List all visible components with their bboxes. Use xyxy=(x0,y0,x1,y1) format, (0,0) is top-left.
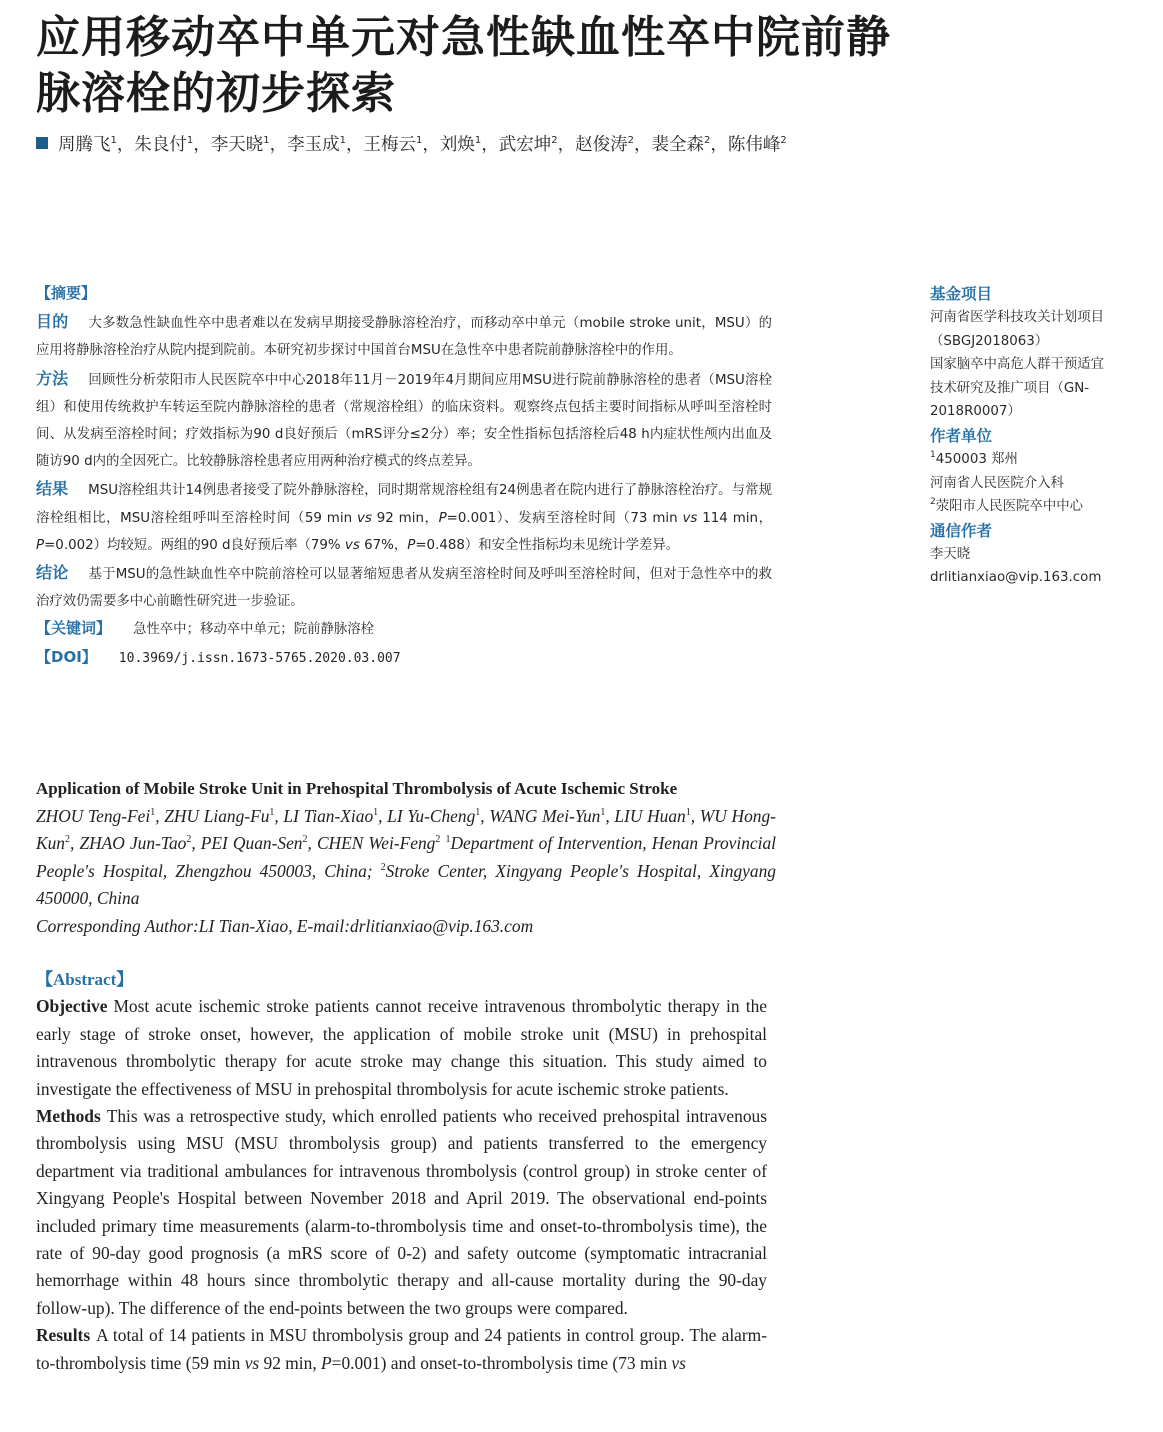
affiliation-heading: 作者单位 xyxy=(930,426,993,445)
cn-doi-label: 【DOI】 xyxy=(36,647,97,666)
affiliation-1: $^1$450003 郑州 河南省人民医院介入科 xyxy=(930,449,1064,491)
author-name: 王梅云 xyxy=(363,135,416,155)
author-separator: , xyxy=(378,805,388,826)
cn-conclusion-label: 结论 xyxy=(36,563,69,583)
english-title: Application of Mobile Stroke Unit in Prehospital Thrombolysis of Acute Ischemic Stroke xyxy=(36,779,678,798)
author-separator: ， xyxy=(634,135,652,155)
fund-text-1: 河南省医学科技攻关计划项目（SBGJ2018063） xyxy=(930,310,1105,349)
author-name: 赵俊涛 xyxy=(575,135,628,155)
author-separator: , xyxy=(191,833,201,853)
author-name: ZHAO Jun-Tao xyxy=(79,833,187,853)
author-separator: ， xyxy=(422,135,440,155)
author-separator: ， xyxy=(710,135,728,155)
author-separator: , xyxy=(274,805,284,826)
author-affiliation-number: 1 xyxy=(373,806,379,818)
author-name: 周腾飞 xyxy=(58,135,111,155)
author-name: WANG Mei-Yun xyxy=(489,805,601,826)
author-affiliation-number: 1 xyxy=(416,135,423,146)
author-name: 武宏坤 xyxy=(498,135,552,155)
author-affiliation-number: 2 xyxy=(780,135,787,146)
fund-text-2: 国家脑卒中高危人群干预适宜技术研究及推广项目（GN-2018R0007） xyxy=(930,357,1105,420)
author-name: LI Yu-Cheng xyxy=(387,805,476,826)
english-abstract xyxy=(36,966,767,1377)
author-separator: , xyxy=(155,805,165,826)
author-affiliation-number: 1 xyxy=(600,806,606,818)
author-name: LI Tian-Xiao xyxy=(283,805,374,826)
author-name: ZHOU Teng-Fei xyxy=(36,805,151,826)
en-results: Results A total of 14 patients in MSU thrombolysis group and 24 patients in control group. The alarm-to-thrombolysis time (59 min vs 92 min, P=0.001) and onset-to-thrombolysis time (73 min vs xyxy=(36,1325,767,1373)
chinese-abstract xyxy=(36,280,772,672)
english-corresponding: Corresponding Author:LI Tian-Xiao, E-mail:drlitianxiao@vip.163.com xyxy=(36,915,534,936)
author-name: 李玉成 xyxy=(287,135,340,155)
cn-objective-label: 目的 xyxy=(36,312,69,332)
corresponding-heading: 通信作者 xyxy=(930,521,993,540)
author-separator: , xyxy=(307,833,317,853)
sidebar-info xyxy=(930,282,1115,590)
author-name: ZHU Liang-Fu xyxy=(164,805,270,826)
author-name: CHEN Wei-Feng xyxy=(316,833,436,853)
author-affiliation-number: 2 xyxy=(704,135,711,146)
author-name: 裴全森 xyxy=(651,135,704,155)
author-name: 朱良付 xyxy=(134,135,187,155)
author-separator: ， xyxy=(193,135,211,155)
author-name: LIU Huan xyxy=(614,805,686,826)
english-header xyxy=(36,775,776,940)
author-affiliation-number: 1 xyxy=(186,135,194,146)
author-separator: , xyxy=(70,833,80,853)
fund-heading: 基金项目 xyxy=(930,285,993,303)
author-affiliation-number: 2 xyxy=(302,834,308,845)
article-title: 应用移动卒中单元对急性缺血性卒中院前静脉溶栓的初步探索 xyxy=(36,12,891,119)
cn-keywords: 【关键词】 急性卒中；移动卒中单元；院前静脉溶栓 xyxy=(36,619,375,638)
author-separator: ， xyxy=(269,135,288,155)
author-affiliation-number: 1 xyxy=(269,806,275,818)
author-affiliation-number: 1 xyxy=(475,806,481,818)
author-list xyxy=(36,132,936,158)
english-authors: ZHOU Teng-Fei$^1$, ZHU Liang-Fu$^1$, LI Tian-Xiao$^1$, LI Yu-Cheng$^1$, WANG Mei-Yun$^1$, LIU Huan$^1$, WU Hong-Kun$^2$, ZHAO Jun-Tao$^2$, PEI Quan-Sen$^2$, CHEN Wei-Feng$^2$ $^1$Department of Intervention, Henan Provincial People's Hospital, Zhengzhou 450003, China; $^2$Stroke Center, Xingyang People's Hospital, Xingyang 450000, China xyxy=(36,805,776,908)
author-affiliation-number: 1 xyxy=(263,135,270,146)
corresponding-email: drlitianxiao@vip.163.com xyxy=(930,570,1102,586)
cn-keywords-label: 【关键词】 xyxy=(36,619,112,638)
author-affiliation-number: 2 xyxy=(551,135,558,146)
en-objective: Objective Most acute ischemic stroke patients cannot receive intravenous thrombolytic therapy in the early stage of stroke onset, however, the application of mobile stroke unit (MSU) in prehospital intravenous thrombolytic therapy for acute stroke may change this situation. This study aimed to investigate the effectiveness of MSU in prehospital thrombolysis for acute ischemic stroke patients. xyxy=(36,996,767,1099)
author-affiliation-number: 1 xyxy=(685,806,691,818)
author-affiliation-number: 2 xyxy=(435,834,441,845)
doi-value: 10.3969/j.issn.1673-5765.2020.03.007 xyxy=(118,650,401,666)
author-separator: ， xyxy=(557,135,576,155)
author-separator: , xyxy=(605,805,615,826)
author-separator: , xyxy=(690,805,700,826)
cn-methods-label: 方法 xyxy=(36,368,69,388)
author-separator: ， xyxy=(481,135,499,155)
author-affiliation-number: 1 xyxy=(150,806,156,818)
author-affiliation-number: 2 xyxy=(627,135,634,146)
author-separator: ， xyxy=(346,135,364,155)
author-affiliation-number: 1 xyxy=(339,135,346,146)
author-separator: , xyxy=(480,805,490,826)
author-separator: ， xyxy=(116,135,135,155)
author-name: WU Hong-Kun xyxy=(36,805,776,853)
en-methods: Methods This was a retrospective study, which enrolled patients who received prehospital intravenous thrombolysis using MSU (MSU thrombolysis group) and patients transferred to the emergency department via traditional ambulances for intravenous thrombolysis (control group) in stroke center of Xingyang People's Hospital between November 2018 and April 2019. The observational end-points included primary time measurements (alarm-to-thrombolysis time and onset-to-thrombolysis time), the rate of 90-day good prognosis (a mRS score of 0-2) and safety outcome (symptomatic intracranial hemorrhage within 48 hours since thrombolytic therapy and all-cause mortality during the 90-day follow-up). The difference of the end-points between the two groups were compared. xyxy=(36,1106,767,1318)
square-bullet-icon xyxy=(36,137,48,149)
cn-abstract-heading: 【摘要】 xyxy=(36,284,97,302)
author-name: 李天晓 xyxy=(210,135,264,155)
author-affiliation-number: 2 xyxy=(65,834,70,845)
cn-results: 结果 MSU溶栓组共计14例患者接受了院外静脉溶栓，同时期常规溶栓组有24例患者在院内进行了静脉溶栓治疗。与常规溶栓组相比，MSU溶栓组呼叫至溶栓时间（59 min vs 92 min，P=0.001）、发病至溶栓时间（73 min vs 114 min，P=0.002）均较短。两组的90 d良好预后率（79% vs 67%，P=0.488）和安全性指标均未见统计学差异。 xyxy=(36,479,772,553)
cn-author-names xyxy=(58,135,787,155)
cn-results-label: 结果 xyxy=(36,479,69,499)
author-affiliation-number: 1 xyxy=(474,135,482,146)
cn-objective: 目的 大多数急性缺血性卒中患者难以在发病早期接受静脉溶栓治疗，而移动卒中单元（mobile stroke unit，MSU）的应用将静脉溶栓治疗从院内提到院前。本研究初步探讨中国首台MSU在急性卒中患者院前静脉溶栓中的作用。 xyxy=(36,312,772,359)
affiliation-2: $^2$荥阳市人民医院卒中中心 xyxy=(930,497,1084,515)
en-abstract-heading: 【Abstract】 xyxy=(36,970,134,989)
author-name: 陈伟峰 xyxy=(727,135,781,155)
author-name: PEI Quan-Sen xyxy=(200,833,303,853)
cn-doi xyxy=(36,644,772,672)
author-affiliation-number: 1 xyxy=(110,135,117,146)
author-affiliation-number: 2 xyxy=(186,834,192,845)
cn-methods: 方法 回顾性分析荥阳市人民医院卒中中心2018年11月－2019年4月期间应用MSU进行院前静脉溶栓的患者（MSU溶栓组）和使用传统救护车转运至院内静脉溶栓的患者（常规溶栓组）的临床资料。观察终点包括主要时间指标从呼叫至溶栓时间、从发病至溶栓时间；疗效指标为90 d良好预后（mRS评分≤2分）率；安全性指标包括溶栓后48 h内症状性颅内出血及随访90 d内的全因死亡。比较静脉溶栓患者应用两种治疗模式的终点差异。 xyxy=(36,368,772,470)
corresponding-name: 李天晓 xyxy=(930,546,971,562)
author-name: 刘焕 xyxy=(439,135,475,155)
cn-conclusion: 结论 基于MSU的急性缺血性卒中院前溶栓可以显著缩短患者从发病至溶栓时间及呼叫至溶栓时间，但对于急性卒中的救治疗效仍需要多中心前瞻性研究进一步验证。 xyxy=(36,563,772,610)
